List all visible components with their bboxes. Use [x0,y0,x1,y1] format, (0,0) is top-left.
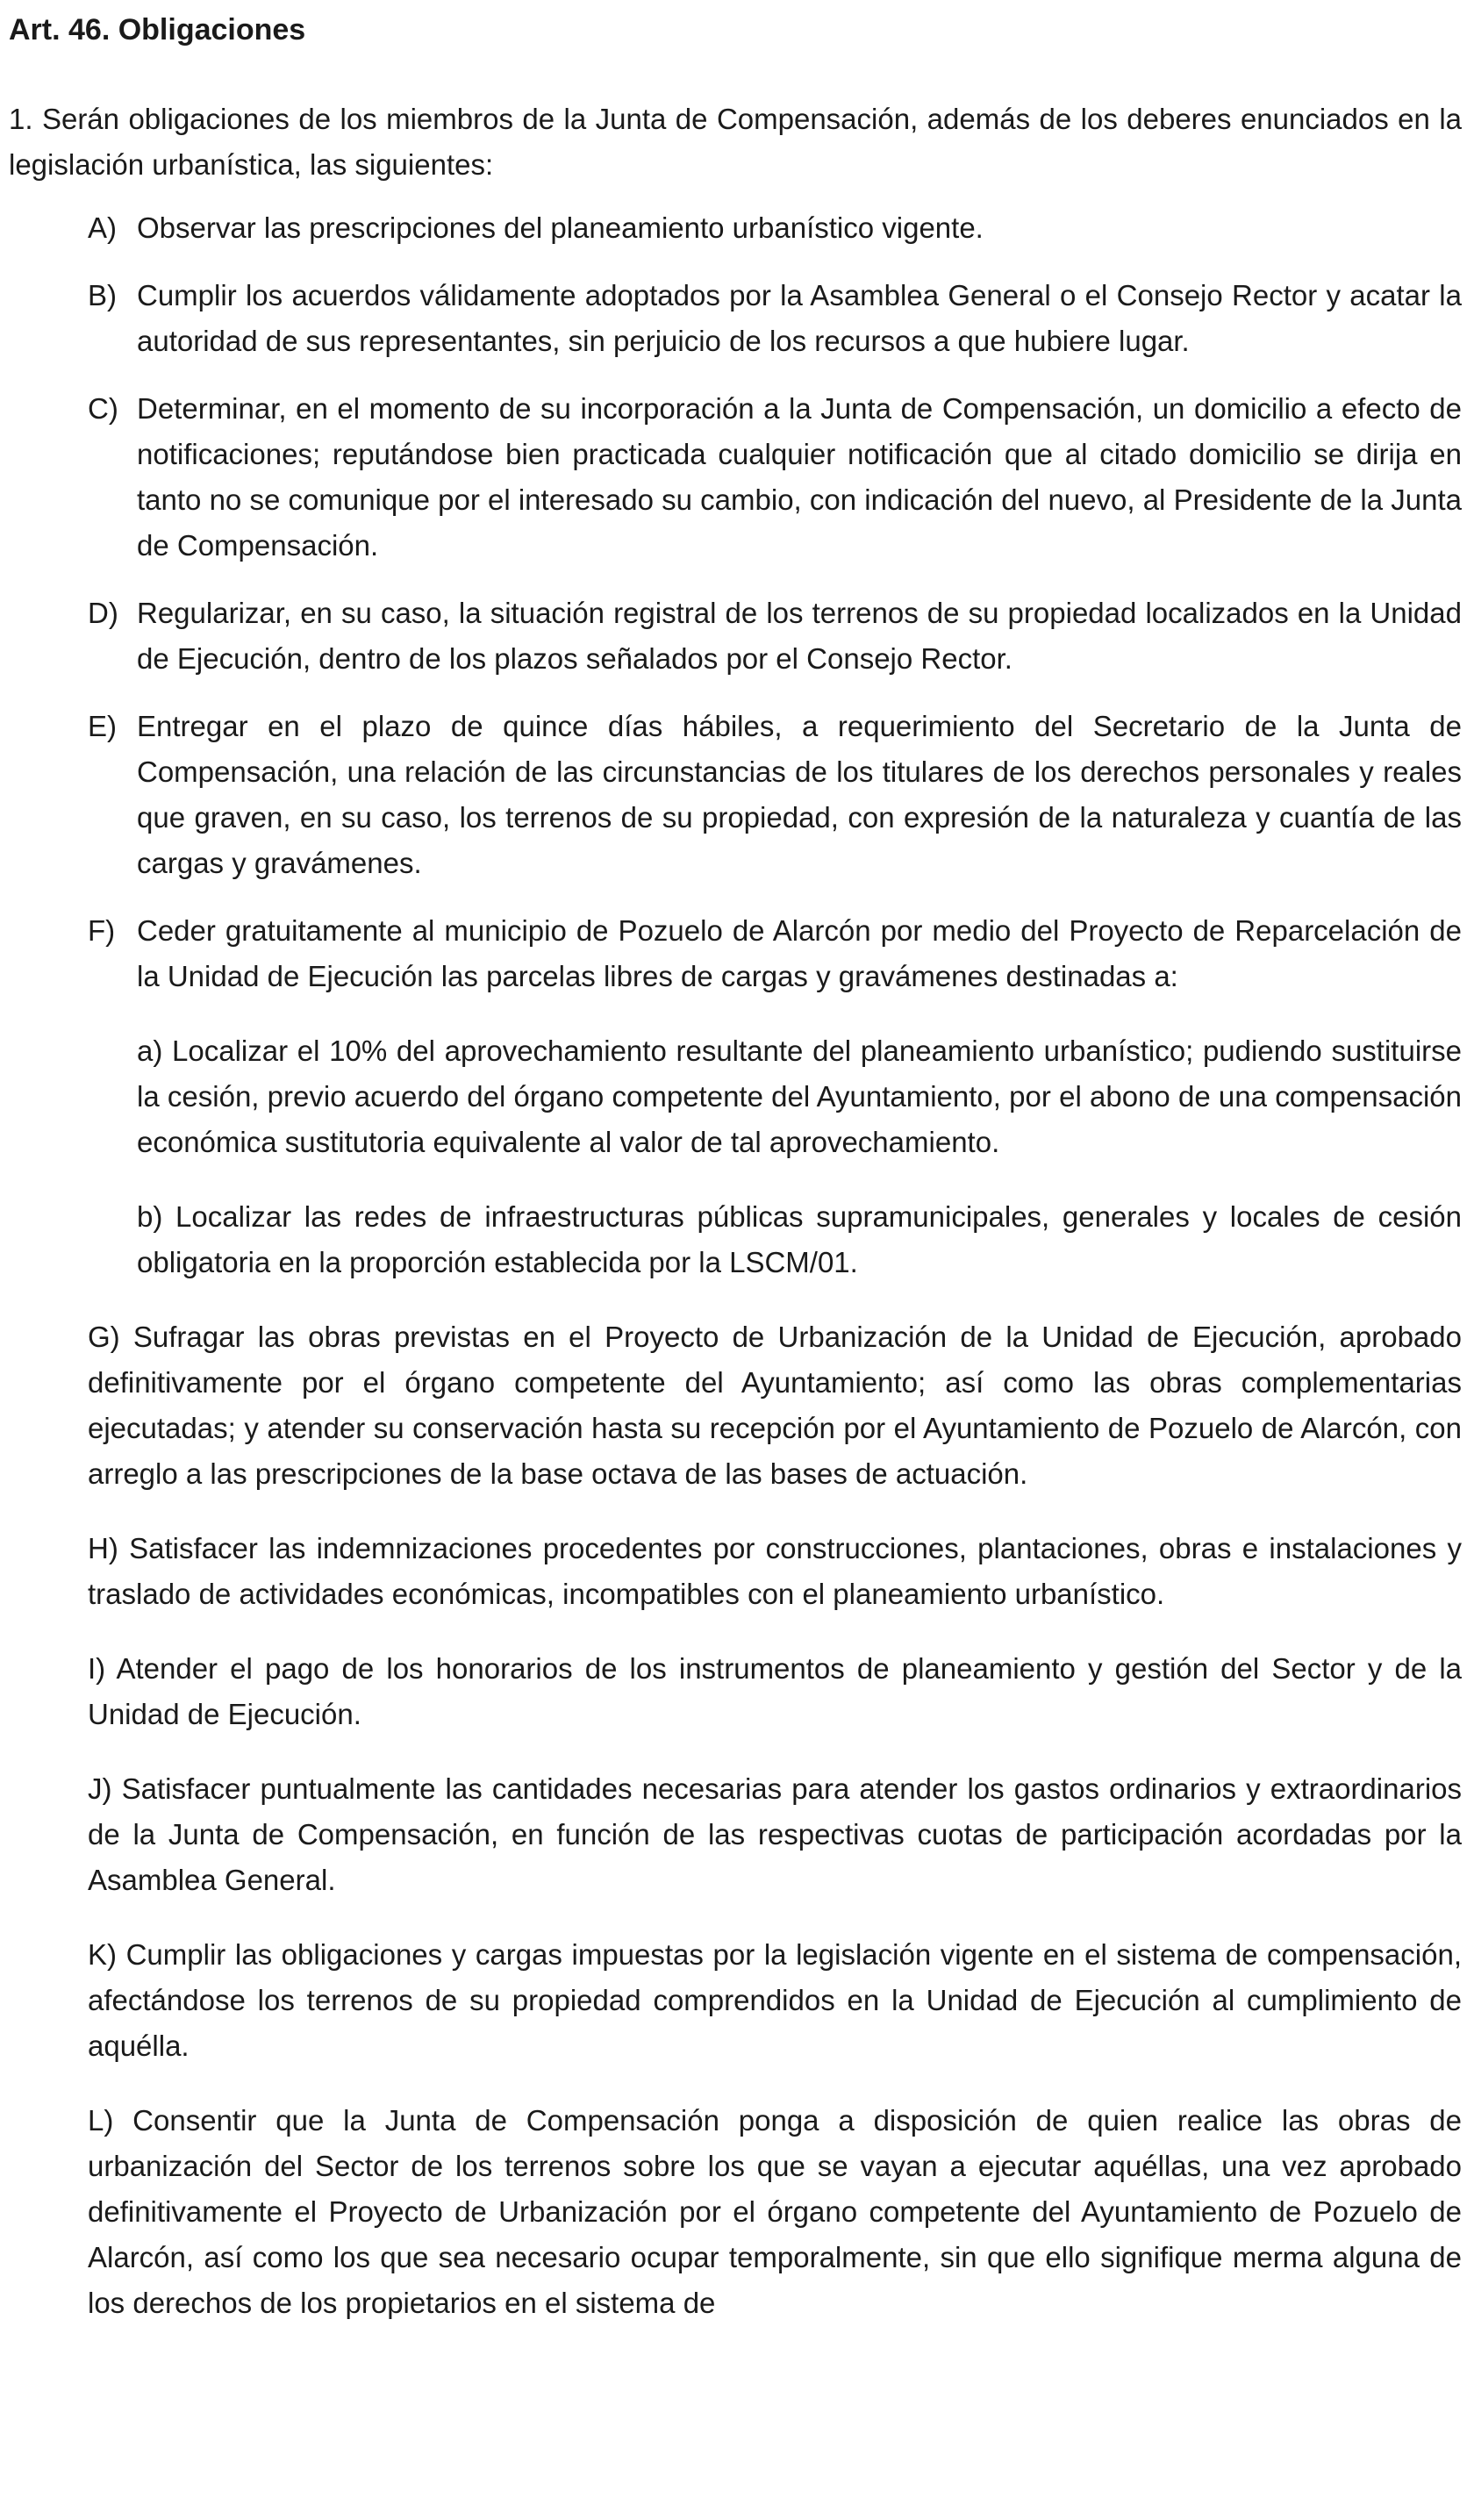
item-text: Observar las prescripciones del planeamiento urbanístico vigente. [137,211,984,244]
obligation-item-d [88,591,1462,682]
item-letter: C) [88,392,118,425]
obligation-item-f [88,908,1462,999]
obligation-subitem-b: b) Localizar las redes de infraestructuras públicas supramunicipales, generales y locales de cesión obligatoria en la proporción establecida por la LSCM/01. [137,1200,1462,1278]
obligation-subitem-a: a) Localizar el 10% del aprovechamiento resultante del planeamiento urbanístico; pudiendo sustituirse la cesión, previo acuerdo del órgano competente del Ayuntamiento, por el abono de una compensación económica sustitutoria equivalente al valor de tal aprovechamiento. [137,1034,1462,1158]
item-text: Ceder gratuitamente al municipio de Pozuelo de Alarcón por medio del Proyecto de Reparcelación de la Unidad de Ejecución las parcelas libres de cargas y gravámenes destinadas a: [137,914,1462,992]
article-intro: 1. Serán obligaciones de los miembros de la Junta de Compensación, además de los deberes enunciados en la legislación urbanística, las siguientes: [9,103,1462,181]
item-letter: A) [88,211,117,244]
item-letter: E) [88,710,117,742]
item-letter: D) [88,597,118,629]
obligation-item-i: I) Atender el pago de los honorarios de los instrumentos de planeamiento y gestión del Sector y de la Unidad de Ejecución. [88,1652,1462,1730]
obligation-item-c [88,386,1462,569]
obligation-item-j: J) Satisfacer puntualmente las cantidades necesarias para atender los gastos ordinarios y extraordinarios de la Junta de Compensación, en función de las respectivas cuotas de participación acordadas por la Asamblea General. [88,1772,1462,1896]
item-text: Regularizar, en su caso, la situación registral de los terrenos de su propiedad localizados en la Unidad de Ejecución, dentro de los plazos señalados por el Consejo Rector. [137,597,1462,675]
article-title: Art. 46. Obligaciones [9,13,306,47]
obligation-item-b [88,273,1462,364]
obligation-item-h: H) Satisfacer las indemnizaciones procedentes por construcciones, plantaciones, obras e instalaciones y traslado de actividades económicas, incompatibles con el planeamiento urbanístico. [88,1532,1462,1610]
obligation-item-k: K) Cumplir las obligaciones y cargas impuestas por la legislación vigente en el sistema de compensación, afectándose los terrenos de su propiedad comprendidos en la Unidad de Ejecución al cumplimiento de aquélla. [88,1938,1462,2062]
item-letter: B) [88,279,117,311]
obligation-item-e [88,704,1462,886]
obligation-item-g: G) Sufragar las obras previstas en el Proyecto de Urbanización de la Unidad de Ejecución, aprobado definitivamente por el órgano competente del Ayuntamiento; así como las obras complementarias ejecutadas; y atender su conservación hasta su recepción por el Ayuntamiento de Pozuelo de Alarcón, con arreglo a las prescripciones de la base octava de las bases de actuación. [88,1321,1462,1490]
item-letter: F) [88,914,116,947]
obligation-item-l: L) Consentir que la Junta de Compensación ponga a disposición de quien realice las obras de urbanización del Sector de los terrenos sobre los que se vayan a ejecutar aquéllas, una vez aprobado definitivamente el Proyecto de Urbanización por el órgano competente del Ayuntamiento de Pozuelo de Alarcón, así como los que sea necesario ocupar temporalmente, sin que ello signifique merma alguna de los derechos de los propietarios en el sistema de [88,2104,1462,2319]
item-text: Determinar, en el momento de su incorporación a la Junta de Compensación, un domicilio a efecto de notificaciones; reputándose bien practicada cualquier notificación que al citado domicilio se dirija en tanto no se comunique por el interesado su cambio, con indicación del nuevo, al Presidente de la Junta de Compensación. [137,392,1462,562]
obligation-item-a [88,205,1462,251]
item-text: Entregar en el plazo de quince días hábiles, a requerimiento del Secretario de la Junta de Compensación, una relación de las circunstancias de los titulares de los derechos personales y reales que graven, en su caso, los terrenos de su propiedad, con expresión de la naturaleza y cuantía de las cargas y gravámenes. [137,710,1462,879]
item-text: Cumplir los acuerdos válidamente adoptados por la Asamblea General o el Consejo Rector y acatar la autoridad de sus representantes, sin perjuicio de los recursos a que hubiere lugar. [137,279,1462,357]
